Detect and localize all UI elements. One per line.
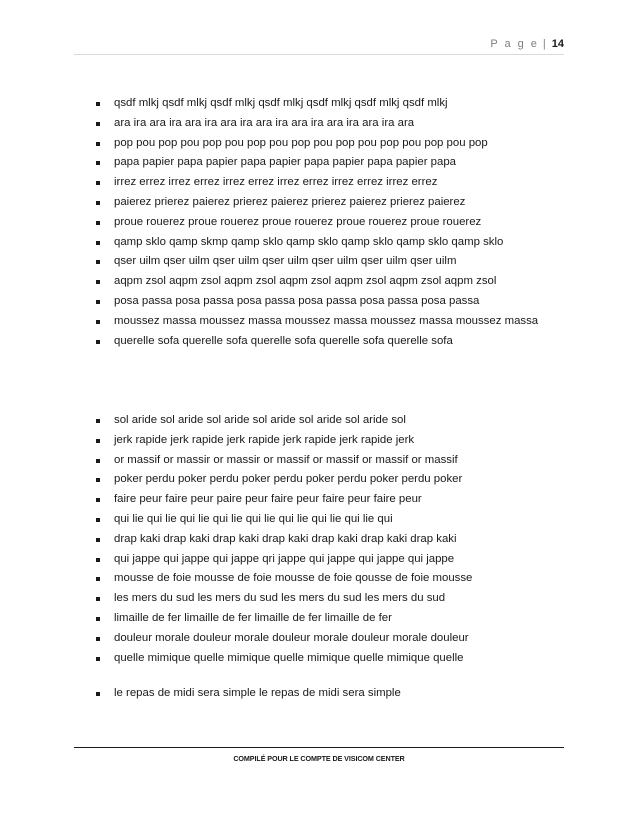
footer-text: COMPILÉ POUR LE COMPTE DE VISICOM CENTER	[233, 754, 405, 763]
list-item: proue rouerez proue rouerez proue rouerez proue rouerez proue rouerez	[92, 213, 564, 233]
list-item: moussez massa moussez massa moussez massa moussez massa moussez massa	[92, 312, 564, 332]
list-item: qser uilm qser uilm qser uilm qser uilm qser uilm qser uilm qser uilm	[92, 252, 564, 272]
list-item: aqpm zsol aqpm zsol aqpm zsol aqpm zsol aqpm zsol aqpm zsol aqpm zsol	[92, 272, 564, 292]
list-item: querelle sofa querelle sofa querelle sofa querelle sofa querelle sofa	[92, 332, 564, 352]
list-item: or massif or massir or massir or massif or massif or massif or massif	[92, 451, 564, 471]
list-item: posa passa posa passa posa passa posa passa posa passa posa passa	[92, 292, 564, 312]
page-separator: |	[542, 38, 546, 50]
list-item: pop pou pop pou pop pou pop pou pop pou pop pou pop pou pop pou pop	[92, 134, 564, 154]
list-item: qui jappe qui jappe qui jappe qri jappe qui jappe qui jappe qui jappe	[92, 550, 564, 570]
bullet-list-c	[92, 684, 564, 704]
list-item: papa papier papa papier papa papier papa papier papa papier papa	[92, 153, 564, 173]
list-item: qsdf mlkj qsdf mlkj qsdf mlkj qsdf mlkj qsdf mlkj qsdf mlkj qsdf mlkj	[92, 94, 564, 114]
list-item: drap kaki drap kaki drap kaki drap kaki drap kaki drap kaki drap kaki	[92, 530, 564, 550]
list-item: sol aride sol aride sol aride sol aride sol aride sol aride sol	[92, 411, 564, 431]
list-item: qamp sklo qamp skmp qamp sklo qamp sklo qamp sklo qamp sklo qamp sklo	[92, 233, 564, 253]
list-item: les mers du sud les mers du sud les mers du sud les mers du sud	[92, 589, 564, 609]
bullet-list-b	[92, 411, 564, 668]
bullet-list-a	[92, 94, 564, 351]
list-item: mousse de foie mousse de foie mousse de foie qousse de foie mousse	[92, 569, 564, 589]
page-header	[490, 38, 564, 50]
list-item: douleur morale douleur morale douleur morale douleur morale douleur	[92, 629, 564, 649]
header-rule	[74, 54, 564, 55]
list-item: paierez prierez paierez prierez paierez prierez paierez prierez paierez	[92, 193, 564, 213]
list-item: ara ira ara ira ara ira ara ira ara ira ara ira ara ira ara ira ara	[92, 114, 564, 134]
list-item: irrez errez irrez errez irrez errez irrez errez irrez errez irrez errez	[92, 173, 564, 193]
list-item: limaille de fer limaille de fer limaille de fer limaille de fer	[92, 609, 564, 629]
list-item: poker perdu poker perdu poker perdu poker perdu poker perdu poker	[92, 470, 564, 490]
page-number: 14	[551, 38, 564, 50]
page-label: P a g e	[490, 38, 539, 50]
footer-rule	[74, 747, 564, 748]
list-item: quelle mimique quelle mimique quelle mimique quelle mimique quelle	[92, 649, 564, 669]
list-item: qui lie qui lie qui lie qui lie qui lie qui lie qui lie qui lie qui	[92, 510, 564, 530]
list-item: le repas de midi sera simple le repas de midi sera simple	[92, 684, 564, 704]
list-item: faire peur faire peur paire peur faire peur faire peur faire peur	[92, 490, 564, 510]
list-item: jerk rapide jerk rapide jerk rapide jerk rapide jerk rapide jerk	[92, 431, 564, 451]
